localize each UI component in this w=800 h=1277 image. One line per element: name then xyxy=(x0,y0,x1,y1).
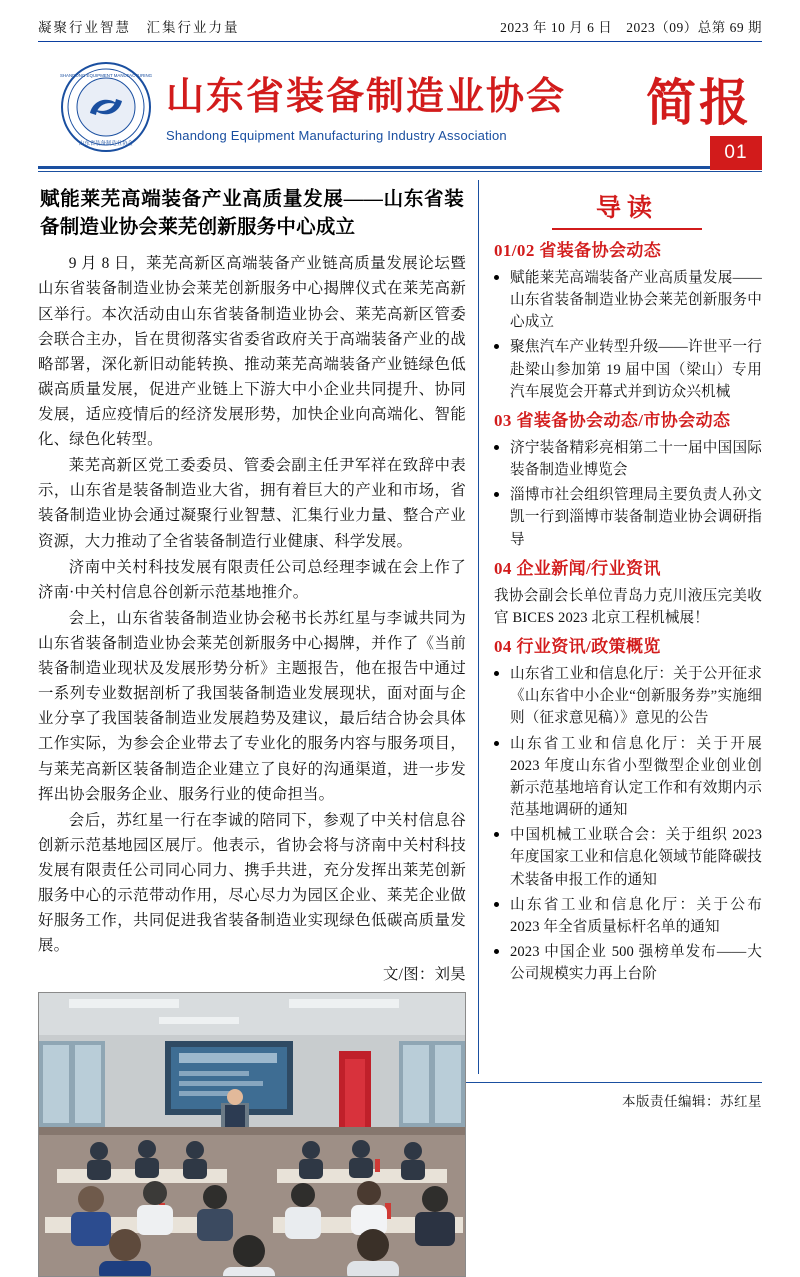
svg-text:SHANDONG EQUIPMENT MANUFACTURI: SHANDONG EQUIPMENT MANUFACTURING xyxy=(60,73,152,78)
list-item[interactable]: 我协会副会长单位青岛力克川液压完美收官 BICES 2023 北京工程机械展！ xyxy=(494,587,762,626)
guide-title-underline xyxy=(552,228,702,230)
article-paragraph: 莱芜高新区党工委委员、管委会副主任尹军祥在致辞中表示，山东省是装备制造业大省，拥有着巨大的产业和市场，省装备制造业协会通过凝聚行业智慧、汇集行业力量、整合产业资源，大力推动了全省装备制造行业健康、科学发展。 xyxy=(38,457,466,550)
article-headline: 赋能莱芜高端装备产业高质量发展——山东省装备制造业协会莱芜创新服务中心成立 xyxy=(40,189,464,238)
guide-section-list xyxy=(492,663,762,985)
guide-section-list xyxy=(492,267,762,403)
article-paragraph: 济南中关村科技发展有限责任公司总经理李诚在会上作了济南·中关村信息谷创新示范基地推介。 xyxy=(38,558,466,601)
list-item[interactable]: 2023 中国企业 500 强榜单发布——大公司规模实力再上台阶 xyxy=(492,941,762,985)
guide-section-heading: 01/02 省装备协会动态 xyxy=(494,241,662,260)
association-name-en: Shandong Equipment Manufacturing Industry Association xyxy=(166,127,507,143)
issue-date-text: 2023 年 10 月 6 日 2023（09）总第 69 期 xyxy=(500,20,762,35)
guide-section-heading: 04 行业资讯/政策概览 xyxy=(494,637,661,657)
footer-editor: 本版责任编辑：苏红星 xyxy=(622,1094,762,1109)
list-item[interactable]: 山东省工业和信息化厅：关于开展 2023 年度山东省小型微型企业创业创新示范基地培育认定工作和有效期内示范基地调研的通知 xyxy=(492,733,762,822)
masthead-rule-thin xyxy=(38,171,762,172)
masthead-titles xyxy=(166,71,646,143)
guide-section-heading: 03 省装备协会动态/市协会动态 xyxy=(494,410,731,430)
article-paragraph: 9 月 8 日，莱芜高新区高端装备产业链高质量发展论坛暨山东省装备制造业协会莱芜创新服务中心揭牌仪式在莱芜高新区举行。本次活动由山东省装备制造业协会、莱芜高新区管委会联合主办，旨在贯彻落实省委省政府关于高端装备产业的战略部署，深化新旧动能转换、推动莱芜高端装备产业链绿色低碳高质量发展，促进产业链上下游大中小企业共同提升、协同发展，适应疫情后的经济发展形势，加快企业向高端化、智能化、绿色化转型。 xyxy=(38,255,466,449)
guide-column xyxy=(479,178,762,1078)
association-name-cn: 山东省装备制造业协会 xyxy=(166,76,567,119)
main-article-column xyxy=(38,178,478,1078)
page-number-badge: 01 xyxy=(710,136,762,170)
article-photo xyxy=(38,992,466,1277)
list-item[interactable]: 山东省工业和信息化厅：关于公开征求《山东省中小企业“创新服务券”实施细则（征求意见稿）》意见的公告 xyxy=(492,663,762,730)
list-item[interactable]: 赋能莱芜高端装备产业高质量发展——山东省装备制造业协会莱芜创新服务中心成立 xyxy=(492,267,762,334)
top-bar xyxy=(38,0,762,41)
guide-section-list xyxy=(492,437,762,551)
list-item[interactable]: 济宁装备精彩亮相第二十一届中国国际装备制造业博览会 xyxy=(492,437,762,481)
article-byline: 文/图：刘昊 xyxy=(382,966,466,984)
list-item[interactable]: 聚焦汽车产业转型升级——许世平一行赴梁山参加第 19 届中国（梁山）专用汽车展览会开幕式并到访众兴机械 xyxy=(492,336,762,403)
masthead xyxy=(38,42,762,166)
article-paragraph: 会后，苏红星一行在李诚的陪同下，参观了中关村信息谷创新示范基地园区展厅。他表示，省协会将与济南中关村科技发展有限责任公司同心同力、携手共进，充分发挥出莱芜创新服务中心的示范带动作用，尽心尽力为园区企业、莱芜企业做好服务工作，共同促进我省装备制造业实现绿色低碳高质量发展。 xyxy=(38,811,466,955)
guide-title: 导读 xyxy=(595,195,658,222)
list-item[interactable]: 淄博市社会组织管理局主要负责人孙文凯一行到淄博市装备制造业协会调研指导 xyxy=(492,484,762,551)
article-paragraph: 会上，山东省装备制造业协会秘书长苏红星与李诚共同为山东省装备制造业协会莱芜创新服务中心揭牌，并作了《当前装备制造业现状及发展形势分析》主题报告，他在报告中通过一系列专业数据剖析了我国装备制造业发展现状，面对面与企业分享了我国装备制造业发展趋势及建议，最后结合协会具体工作实际，为参会企业带去了专业化的服务内容与服务项目，与莱芜高新区装备制造企业建立了良好的沟通渠道，进一步发挥出协会服务企业、服务行业的使命担当。 xyxy=(38,609,466,803)
content-area xyxy=(38,178,762,1078)
sdema-logo-icon xyxy=(60,61,152,153)
svg-text:山东省装备制造业协会: 山东省装备制造业协会 xyxy=(79,141,133,147)
guide-section-heading: 04 企业新闻/行业资讯 xyxy=(494,558,661,578)
publication-type-label: 简报 xyxy=(646,75,752,131)
list-item[interactable]: 中国机械工业联合会：关于组织 2023 年度国家工业和信息化领域节能降碳技术装备申报工作的通知 xyxy=(492,824,762,891)
list-item[interactable]: 山东省工业和信息化厅：关于公布 2023 年全省质量标杆名单的通知 xyxy=(492,894,762,938)
slogan-text: 凝聚行业智慧 汇集行业力量 xyxy=(38,20,240,35)
